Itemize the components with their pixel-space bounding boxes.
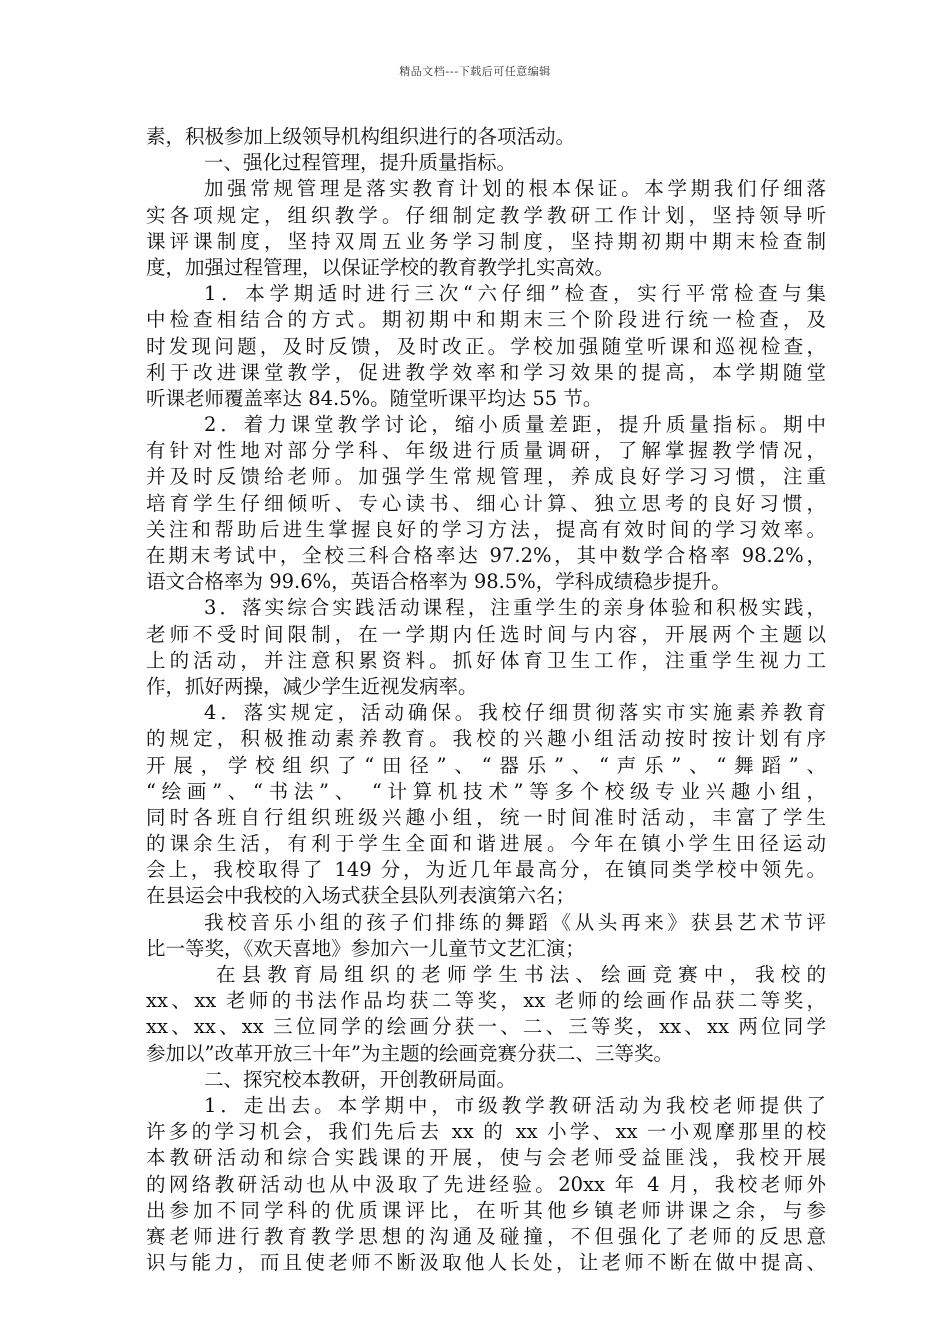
text-line: 在县教育局组织的老师学生书法、绘画竞赛中，我校的 bbox=[216, 963, 826, 986]
text-line: 听课老师覆盖率达 84.5%。随堂听课平均达 55 节。 bbox=[146, 386, 603, 410]
page-header: 精品文档---下载后可任意编辑 bbox=[399, 65, 551, 78]
text-line: 在县运会中我校的入场式获全县队列表演第六名； bbox=[146, 884, 576, 908]
text-line: 1．走出去。本学期中，市级教学教研活动为我校老师提供了 bbox=[204, 1093, 826, 1117]
text-line: 关注和帮助后进生掌握良好的学习方法，提高有效时间的学习效率。 bbox=[146, 517, 826, 541]
text-line: 二、探究校本教研，开创教研局面。 bbox=[204, 1067, 517, 1091]
text-line: 出参加不同学科的优质课评比，在听其他乡镇老师讲课之余，与参 bbox=[146, 1198, 826, 1222]
text-line: 识与能力，而且使老师不断汲取他人长处，让老师不断在做中提高、 bbox=[146, 1251, 826, 1275]
text-line: 许多的学习机会，我们先后去 xx 的 xx 小学、xx 一小观摩那里的校 bbox=[146, 1120, 826, 1144]
text-line: xx、xx 老师的书法作品均获二等奖，xx 老师的绘画作品获二等奖， bbox=[146, 989, 826, 1013]
text-line: 课评课制度，坚持双周五业务学习制度，坚持期初期中期末检查制 bbox=[146, 229, 826, 253]
text-line: xx、xx、xx 三位同学的绘画分获一、二、三等奖，xx、xx 两位同学 bbox=[146, 1015, 826, 1039]
text-line: 实各项规定，组织教学。仔细制定教学教研工作计划，坚持领导听 bbox=[146, 203, 826, 227]
text-line: 4．落实规定，活动确保。我校仔细贯彻落实市实施素养教育 bbox=[204, 701, 826, 725]
text-line: 素，积极参加上级领导机构组织进行的各项活动。 bbox=[146, 125, 576, 148]
text-line: “绘画”、“书法”、 “计算机技术”等多个校级专业兴趣小组， bbox=[146, 779, 826, 803]
text-line: 有针对性地对部分学科、年级进行质量调研，了解掌握教学情况， bbox=[146, 439, 826, 463]
text-line: 作，抓好两操，减少学生近视发病率。 bbox=[146, 674, 478, 698]
text-line: 在期末考试中，全校三科合格率达 97.2%，其中数学合格率 98.2%， bbox=[146, 544, 826, 567]
text-line: 的网络教研活动也从中汲取了先进经验。20xx 年 4 月，我校老师外 bbox=[146, 1172, 826, 1196]
document-body bbox=[146, 124, 826, 1276]
text-line: 1．本学期适时进行三次“六仔细”检查，实行平常检查与集 bbox=[204, 282, 826, 306]
text-line: 同时各班自行组织班级兴趣小组，统一时间准时活动，丰富了学生 bbox=[146, 805, 826, 829]
text-line: 参加以”改革开放三十年”为主题的绘画竞赛分获二、三等奖。 bbox=[146, 1041, 673, 1065]
text-line: 时发现问题，及时反馈，及时改正。学校加强随堂听课和巡视检查， bbox=[146, 334, 826, 358]
text-line: 会上，我校取得了 149 分，为近几年最高分，在镇同类学校中领先。 bbox=[146, 858, 826, 882]
text-line: 利于改进课堂教学，促进教学效率和学习效果的提高，本学期随堂 bbox=[146, 360, 826, 384]
text-line: 上的活动，并注意积累资料。抓好体育卫生工作，注重学生视力工 bbox=[146, 648, 826, 672]
text-line: 3．落实综合实践活动课程，注重学生的亲身体验和积极实践， bbox=[204, 596, 826, 620]
text-line: 的课余生活，有利于学生全面和谐进展。今年在镇小学生田径运动 bbox=[146, 832, 826, 856]
text-line: 培育学生仔细倾听、专心读书、细心计算、独立思考的良好习惯， bbox=[146, 491, 826, 515]
text-line: 赛老师进行教育教学思想的沟通及碰撞，不但强化了老师的反思意 bbox=[146, 1224, 826, 1248]
text-line: 度，加强过程管理，以保证学校的教育教学扎实高效。 bbox=[146, 255, 615, 279]
text-line: 我校音乐小组的孩子们排练的舞蹈《从头再来》获县艺术节评 bbox=[204, 910, 826, 934]
text-line: 中检查相结合的方式。期初期中和期末三个阶段进行统一检查，及 bbox=[146, 308, 826, 332]
text-line: 老师不受时间限制，在一学期内任选时间与内容，开展两个主题以 bbox=[146, 622, 826, 646]
text-line: 并及时反馈给老师。加强学生常规管理，养成良好学习习惯，注重 bbox=[146, 465, 826, 489]
text-line: 加强常规管理是落实教育计划的根本保证。本学期我们仔细落 bbox=[204, 177, 826, 201]
text-line: 语文合格率为 99.6%，英语合格率为 98.5%，学科成绩稳步提升。 bbox=[146, 570, 731, 594]
text-line: 2．着力课堂教学讨论，缩小质量差距，提升质量指标。期中 bbox=[204, 413, 826, 437]
text-line: 一、强化过程管理，提升质量指标。 bbox=[204, 151, 517, 175]
text-line: 开展，学校组织了“田径”、“器乐”、“声乐”、“舞蹈”、 bbox=[146, 753, 826, 777]
text-line: 的规定，积极推动素养教育。我校的兴趣小组活动按时按计划有序 bbox=[146, 727, 826, 751]
text-line: 比一等奖，《欢天喜地》参加六一儿童节文艺汇演； bbox=[146, 936, 585, 960]
text-line: 本教研活动和综合实践课的开展，使与会老师受益匪浅，我校开展 bbox=[146, 1146, 826, 1170]
